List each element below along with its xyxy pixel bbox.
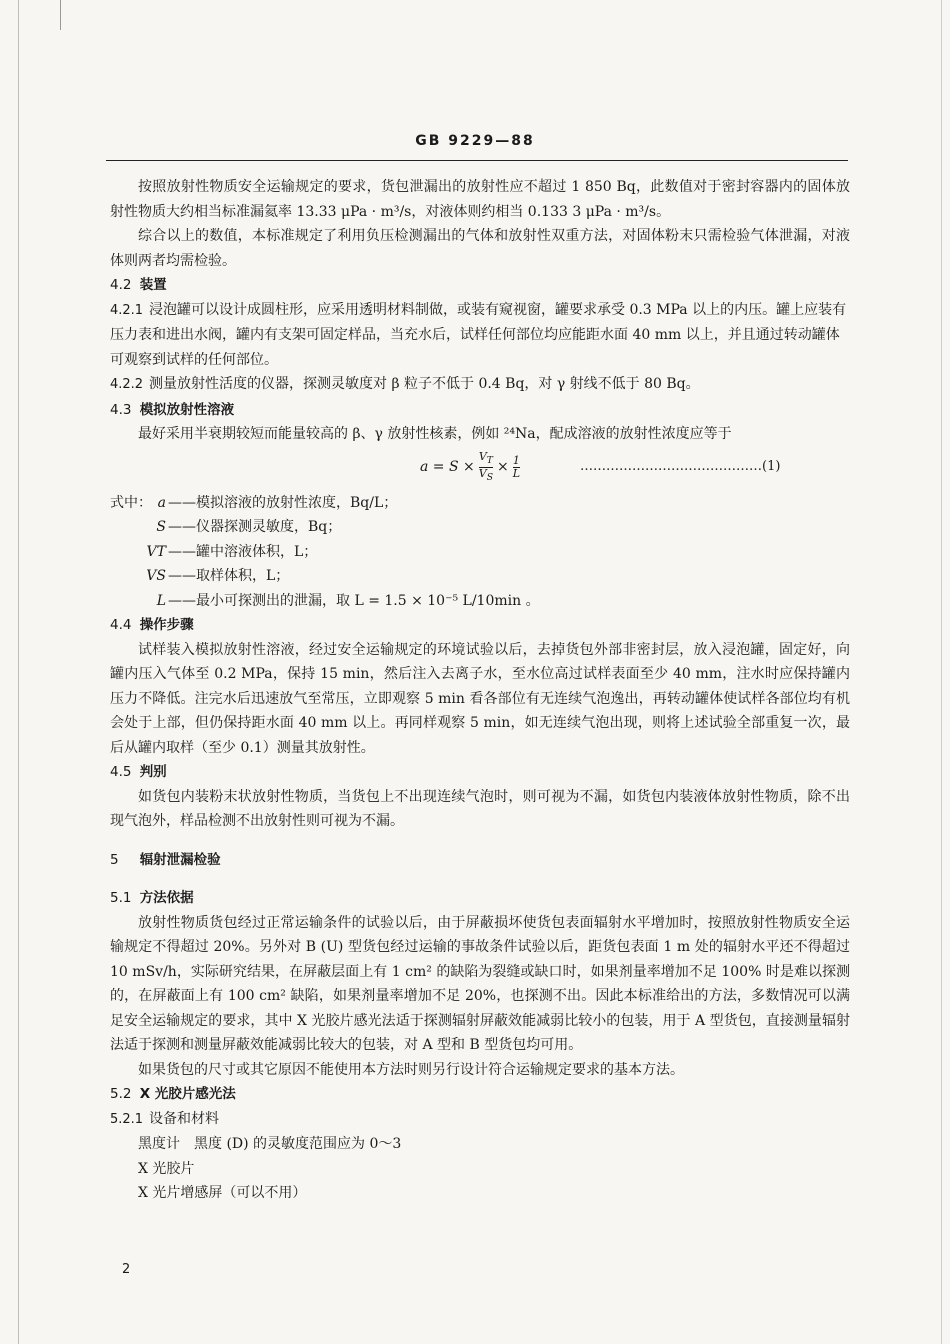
formula-times: × [496, 458, 509, 475]
formula-expression [420, 451, 520, 484]
section-number: 5 [110, 851, 119, 868]
section-number: 5.1 [110, 890, 132, 906]
section-title: 辐射泄漏检验 [139, 851, 221, 868]
page-number: 2 [122, 1262, 131, 1277]
standard-code-header: GB 9229—88 [415, 133, 535, 149]
header-rule [106, 160, 848, 161]
equipment-item: 黑度计 黑度 (D) 的灵敏度范围应为 0～3 [138, 1136, 402, 1152]
definition-text: ——最小可探测出的泄漏，取 L = 1.5 × 10⁻⁵ L/10min 。 [168, 592, 540, 609]
clause-number: 5.2.1 [110, 1111, 144, 1127]
definition-text: ——罐中溶液体积，L； [168, 543, 318, 560]
definition-symbol: S [156, 519, 166, 535]
clause-text: 浸泡罐可以设计成圆柱形，应采用透明材料制做，或装有窥视窗，罐要求承受 0.3 MPa 以上的内压。罐上应装有压力表和进出水阀，罐内有支架可固定样品，当充水后，试样任何部位均应能距水面 40 mm 以上，并且通过转动罐体可观察到试样的任何部位。 [110, 301, 847, 368]
clause-5-2-1 [110, 1107, 850, 1133]
page-corner-mark [0, 0, 61, 30]
definition-row [110, 589, 850, 614]
section-number: 5.2 [110, 1086, 132, 1102]
fraction-vt-vs [479, 451, 493, 484]
numerator-symbol: V [478, 449, 487, 463]
section-4-4-text: 试样装入模拟放射性溶液，经过安全运输规定的环境试验以后，去掉货包外部非密封层，放入浸泡罐，固定好，向罐内压入气体至 0.2 MPa，保持 15 min，然后注入去离子水，至水位高过试样表面至少 40 mm，注水时应保持罐内压力不降低。注完水后迅速放气至常压，立即观察 5 min 看各部位有无连续气泡逸出，再转动罐体使试样各部位均有机会处于上部，但仍保持距水面 40 mm 以上。再同样观察 5 min，如无连续气泡出现，则将上述试验全部重复一次，最后从罐内取样（至少 0.1）测量其放射性。 [110, 641, 850, 756]
section-title: 方法依据 [139, 890, 194, 906]
section-number: 4.5 [110, 764, 132, 780]
definition-row [110, 564, 850, 589]
denominator-l: L [512, 466, 521, 480]
fraction-one-over-l [513, 455, 520, 480]
formula-1 [110, 447, 850, 491]
definition-symbol: a [157, 494, 166, 511]
paragraph-method-summary: 综合以上的数值，本标准规定了利用负压检测漏出的气体和放射性双重方法，对固体粉末只需检验气体泄漏，对液体则两者均需检验。 [110, 228, 850, 269]
section-number: 4.4 [110, 617, 132, 633]
section-title: 模拟放射性溶液 [139, 401, 235, 418]
definition-symbol: VS [146, 568, 166, 584]
definition-text: ——仪器探测灵敏度，Bq； [168, 519, 342, 535]
clause-4-2-2 [110, 372, 850, 398]
section-4-4-heading [110, 613, 850, 638]
equipment-item: X 光胶片 [138, 1160, 195, 1177]
section-title: 操作步骤 [139, 617, 194, 633]
definition-row [110, 491, 850, 516]
definition-symbol: L [156, 592, 166, 609]
section-title: 装置 [139, 277, 167, 293]
section-number: 4.3 [110, 401, 132, 418]
definition-text: ——模拟溶液的放射性浓度，Bq/L； [168, 494, 398, 511]
clause-title: 设备和材料 [149, 1110, 219, 1127]
document-body [110, 175, 850, 1206]
section-5-1-text: 放射性物质货包经过正常运输条件的试验以后，由于屏蔽损坏使货包表面辐射水平增加时，按照放射性物质安全运输规定不得超过 20%。另外对 B (U) 型货包经过运输的事故条件试验以后，距货包表面 1 m 处的辐射水平还不得超过 10 mSv/h，实际研究结果，在屏蔽层面上有 1 cm² 的缺陷为裂缝或缺口时，如果剂量率增加不足 100% 时是难以探测的，在屏蔽面上有 100 cm² 缺陷，如果剂量率增加不足 20%，也探测不出。因此本标准给出的方法，多数情况可以满足安全运输规定的要求，其中 X 光胶片感光法适于探测辐射屏蔽效能减弱比较小的包装，用于 A 型货包，直接测量辐射法适于探测和测量屏蔽效能减弱比较大的包装，对 A 型和 B 型货包均可用。 [110, 914, 850, 1053]
section-4-2-heading [110, 273, 850, 298]
section-number: 4.2 [110, 277, 132, 293]
numerator-one: 1 [512, 453, 520, 467]
section-5-heading [110, 848, 850, 873]
clause-number: 4.2.2 [110, 377, 144, 392]
definition-row [110, 540, 850, 565]
formula-lhs: a = S × [420, 458, 475, 475]
definition-text: ——取样体积，L； [168, 568, 290, 584]
section-title: X 光胶片感光法 [139, 1086, 236, 1102]
page-right-edge [941, 0, 942, 1344]
clause-text: 测量放射性活度的仪器，探测灵敏度对 β 粒子不低于 0.4 Bq，对 γ 射线不低于 80 Bq。 [149, 376, 700, 392]
section-5-2-heading [110, 1082, 850, 1107]
clause-number: 4.2.1 [110, 302, 144, 318]
formula-number: ……………………………………(1) [580, 458, 781, 474]
paragraph-leak-limit: 按照放射性物质安全运输规定的要求，货包泄漏出的放射性应不超过 1 850 Bq，此数值对于密封容器内的固体放射性物质大约相当标准漏氦率 13.33 μPa · m³/s，对液体则约相当 0.133 3 μPa · m³/s。 [110, 179, 850, 220]
section-4-3-text: 最好采用半衰期较短而能量较高的 β、γ 放射性核素，例如 ²⁴Na，配成溶液的放射性浓度应等于 [138, 426, 732, 442]
section-4-5-heading [110, 760, 850, 785]
section-4-3-heading [110, 398, 850, 423]
definition-row [110, 515, 850, 540]
section-title: 判别 [139, 764, 167, 780]
clause-4-2-1 [110, 298, 850, 373]
page-left-edge [18, 0, 19, 1344]
numerator-subscript: T [486, 454, 493, 466]
denominator-symbol: V [478, 466, 487, 480]
section-gap [110, 834, 850, 848]
section-5-1-heading [110, 886, 850, 911]
section-gap [110, 872, 850, 886]
definition-symbol: VT [146, 543, 166, 560]
definitions-lead: 式中： [110, 494, 152, 511]
equipment-item: X 光片增感屏（可以不用） [138, 1185, 307, 1201]
section-5-1-note: 如果货包的尺寸或其它原因不能使用本方法时则另行设计符合运输规定要求的基本方法。 [138, 1061, 684, 1078]
section-4-5-text: 如货包内装粉末状放射性物质，当货包上不出现连续气泡时，则可视为不漏，如货包内装液体放射性物质，除不出现气泡外，样品检测不出放射性则可视为不漏。 [110, 788, 850, 829]
variable-definitions [110, 491, 850, 614]
denominator-subscript: S [486, 471, 493, 483]
